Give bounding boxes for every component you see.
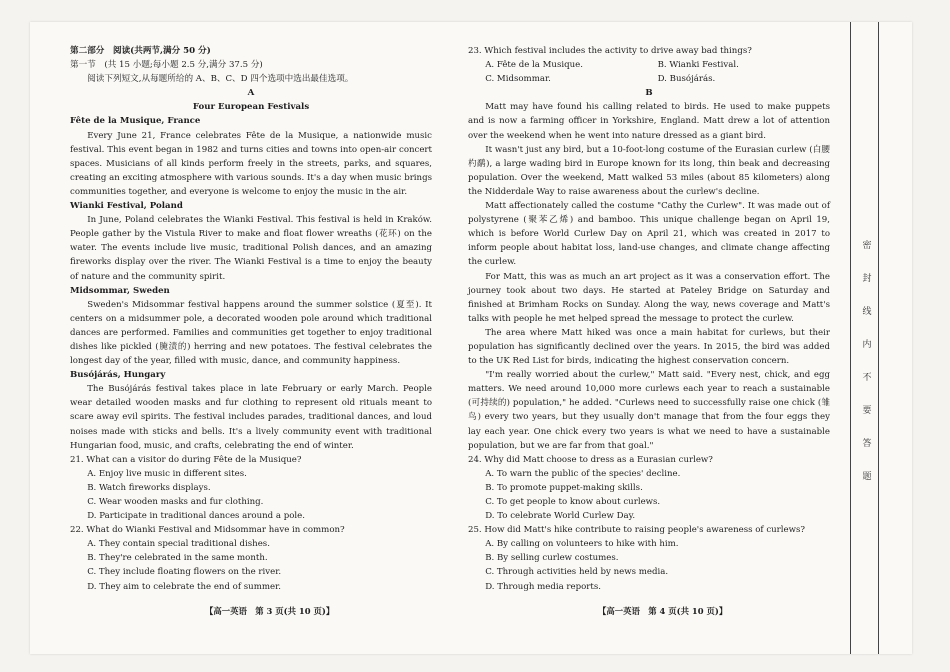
passage-paragraph: It wasn't just any bird, but a 10-foot-long costume of the Eurasian curlew (白腰杓鹬), a large wading bird in Europe known for its long, thin beak and decreasing population. Over the weekend, Matt walked 53 miles (about 85 kilometers) along the Nidderdale Way to raise awareness about the curlew's decline. [468, 144, 830, 197]
passage-paragraph: The area where Matt hiked was once a main habitat for curlews, but their population has significantly declined over the years. In 2015, the bird was added to the UK Red List for birds, indicating the highest conservation concern. [468, 327, 830, 367]
question-stem: 22. What do Wianki Festival and Midsommar have in common? [70, 525, 345, 536]
answer-option: B. By selling curlew costumes. [485, 553, 619, 564]
section-title: 第二部分 阅读(共两节,满分 50 分) [70, 46, 211, 56]
page-footer-left: 【高一英语 第 3 页(共 10 页)】 [205, 606, 335, 616]
festival-text: The Busójárás festival takes place in late February or early March. People wear detailed wooden masks and fur clothing to represent old rituals meant to scare away evil spirits. The festival includes parades, traditional dances, and loud noises made with sticks and bells. It's a lively community event with traditional Hungarian food, music, and crafts, celebrating the end of winter. [70, 384, 432, 451]
seal-char: 要 [862, 406, 872, 416]
answer-option: D. Busójárás. [657, 74, 716, 85]
answer-option: C. Wear wooden masks and fur clothing. [87, 497, 264, 507]
seal-line-notice [860, 230, 874, 494]
festival-heading: Fête de la Musique, France [70, 116, 201, 127]
passage-letter: B [645, 88, 653, 99]
answer-option: A. They contain special traditional dishes. [87, 539, 270, 550]
answer-option: B. Watch fireworks displays. [87, 482, 211, 493]
binding-line [878, 22, 879, 654]
answer-option: B. Wianki Festival. [657, 60, 739, 71]
question-stem: 25. How did Matt's hike contribute to raising people's awareness of curlews? [468, 525, 806, 536]
seal-char: 题 [862, 472, 872, 482]
festival-heading: Midsommar, Sweden [70, 285, 170, 296]
page-footer-right: 【高一英语 第 4 页(共 10 页)】 [598, 606, 728, 616]
festival-text: In June, Poland celebrates the Wianki Festival. This festival is held in Kraków. People gather by the Vistula River to make and float flower wreaths (花环) on the water. The events include live music, traditional Polish dances, and an amazing fireworks display over the river. The Wianki Festival is a time to enjoy the beauty of nature and the community spirit. [70, 215, 432, 282]
binding-line [850, 22, 851, 654]
festival-text: Every June 21, France celebrates Fête de la Musique, a nationwide music festival. This event began in 1982 and turns cities and towns into open-air concert spaces. Musicians of all kinds perform freely in the streets, parks, and squares, creating an exciting atmosphere with various sounds. It's a day when music brings communities together, and everyone is welcome to enjoy the music in the air. [70, 130, 432, 197]
seal-char: 不 [862, 373, 872, 383]
passage-paragraph: For Matt, this was as much an art project as it was a conservation effort. The journey took about two days. He started at Pateley Bridge on Saturday and finished at Brimham Rocks on Sunday. Along the way, news coverage and Matt's talks with people he met helped spread the message to protect the curlew. [468, 271, 830, 324]
answer-option: C. They include floating flowers on the river. [87, 567, 282, 578]
instruction: 阅读下列短文,从每题所给的 A、B、C、D 四个选项中选出最佳选项。 [87, 74, 354, 85]
question-stem: 21. What can a visitor do during Fête de la Musique? [70, 454, 302, 465]
passage-paragraph: Matt may have found his calling related to birds. He used to make puppets and is now a farming officer in Yorkshire, England. Matt drew a lot of attention over the weekend when he went into nature dressed as a giant bird. [468, 102, 830, 141]
passage-title: Four European Festivals [192, 102, 310, 113]
answer-option: D. Through media reports. [485, 581, 601, 592]
subsection-title: 第一节 (共 15 小题;每小题 2.5 分,满分 37.5 分) [70, 60, 263, 71]
passage-paragraph: Matt affectionately called the costume "Cathy the Curlew". It was made out of polystyrene (聚苯乙烯) and bamboo. This unique challenge began on April 19, which is before World Curlew Day on April 21, which was created in 2017 to inform people about habitat loss, land-use changes, and climate change affecting the curlew. [468, 201, 830, 268]
festival-heading: Wianki Festival, Poland [70, 201, 183, 212]
passage-letter: A [247, 88, 255, 99]
right-column [468, 44, 830, 594]
answer-option: D. They aim to celebrate the end of summer. [87, 581, 281, 592]
seal-char: 封 [862, 274, 872, 284]
festival-text: Sweden's Midsommar festival happens around the summer solstice (夏至). It centers on a midsummer pole, a decorated wooden pole around which traditional dances are performed. Families and communities get together to enjoy traditional dishes like pickled (腌渍的) herring and new potatoes. The festival celebrates the longest day of the year, filled with music, dance, and community happiness. [70, 299, 432, 367]
seal-char: 内 [862, 340, 872, 350]
answer-option: D. Participate in traditional dances around a pole. [87, 511, 305, 522]
answer-option: B. To promote puppet-making skills. [485, 482, 643, 493]
passage-paragraph: "I'm really worried about the curlew," Matt said. "Every nest, chick, and egg matters. We need around 10,000 more curlews each year to reach a sustainable (可持续的) population," he added. "Curlews need to successfully raise one chick (雏鸟) every two years, but they usually don't manage that from the four eggs they lay each year. One chick every two years is what we need to have a sustainable population, but we are far from that goal." [468, 370, 830, 451]
answer-option: A. Enjoy live music in different sites. [87, 468, 247, 479]
answer-option: B. They're celebrated in the same month. [87, 553, 268, 564]
answer-option: A. By calling on volunteers to hike with him. [485, 539, 679, 550]
seal-char: 答 [862, 439, 872, 449]
answer-option: C. Midsommar. [485, 74, 551, 85]
option-row [468, 72, 830, 86]
question-stem: 24. Why did Matt choose to dress as a Eurasian curlew? [468, 454, 713, 465]
question-stem: 23. Which festival includes the activity to drive away bad things? [468, 46, 752, 56]
seal-char: 线 [862, 307, 872, 317]
answer-option: D. To celebrate World Curlew Day. [485, 511, 636, 522]
left-column [70, 44, 432, 594]
answer-option: A. Fête de la Musique. [485, 60, 583, 71]
answer-option: A. To warn the public of the species' decline. [485, 468, 681, 479]
answer-option: C. To get people to know about curlews. [485, 497, 661, 507]
seal-char: 密 [862, 241, 872, 251]
option-row [468, 58, 830, 72]
festival-heading: Busójárás, Hungary [70, 370, 166, 381]
answer-option: C. Through activities held by news media. [485, 567, 669, 578]
